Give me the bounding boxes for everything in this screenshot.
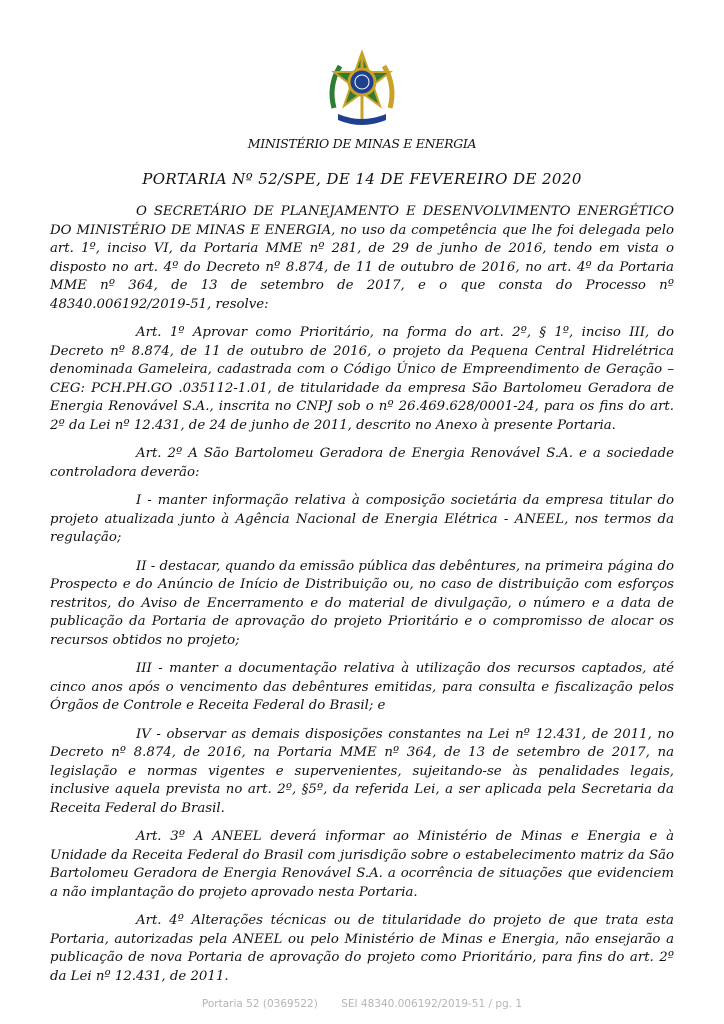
portaria-title: PORTARIA Nº 52/SPE, DE 14 DE FEVEREIRO DE 2020 <box>142 170 582 188</box>
article-3-paragraph: Art. 3º A ANEEL deverá informar ao Ministério de Minas e Energia e à Unidade da Receita Federal do Brasil com jurisdição sobre o estabelecimento matriz da São Bartolomeu Geradora de Energia Renovável S.A. a ocorrência de situações que evidenciem a não implantação do projeto aprovado nesta Portaria. <box>50 829 674 900</box>
footer-document-id: Portaria 52 (0369522) <box>201 998 318 1010</box>
article-4-paragraph: Art. 4º Alterações técnicas ou de titularidade do projeto de que trata esta Portaria, autorizadas pela ANEEL ou pelo Ministério de Minas e Energia, não ensejarão a publicação de nova Portaria de aprovação do projeto como Prioritário, para fins do art. 2º da Lei nº 12.431, de 2011. <box>50 913 674 984</box>
document-body <box>50 203 674 996</box>
article-2-paragraph: Art. 2º A São Bartolomeu Geradora de Energia Renovável S.A. e a sociedade controladora deverão: <box>50 446 674 480</box>
item-ii-paragraph: II - destacar, quando da emissão pública das debêntures, na primeira página do Prospecto e do Anúncio de Início de Distribuição ou, no caso de distribuição com esforços restritos, do Aviso de Encerramento e do material de divulgação, o número e a data de publicação da Portaria de aprovação do projeto Prioritário e o compromisso de alocar os recursos obtidos no projeto; <box>50 558 674 648</box>
brazil-coat-of-arms-icon <box>324 50 400 128</box>
footer-process-page: SEI 48340.006192/2019-51 / pg. 1 <box>341 998 523 1010</box>
page-footer <box>0 998 724 1010</box>
ministry-name: MINISTÉRIO DE MINAS E ENERGIA <box>247 136 477 151</box>
item-iii-paragraph: III - manter a documentação relativa à utilização dos recursos captados, até cinco anos após o vencimento das debêntures emitidas, para consulta e fiscalização pelos Órgãos de Controle e Receita Federal do Brasil; e <box>50 661 674 713</box>
item-iv-paragraph: IV - observar as demais disposições constantes na Lei nº 12.431, de 2011, no Decreto nº 8.874, de 2016, na Portaria MME nº 364, de 13 de setembro de 2017, na legislação e normas vigentes e supervenientes, sujeitando-se às penalidades legais, inclusive aquela prevista no art. 2º, §5º, da referida Lei, a ser aplicada pela Secretaria da Receita Federal do Brasil. <box>50 726 674 816</box>
preamble-paragraph: O SECRETÁRIO DE PLANEJAMENTO E DESENVOLVIMENTO ENERGÉTICO DO MINISTÉRIO DE MINAS E ENERGIA, no uso da competência que lhe foi delegada pelo art. 1º, inciso VI, da Portaria MME nº 281, de 29 de junho de 2016, tendo em vista o disposto no art. 4º do Decreto nº 8.874, de 11 de outubro de 2016, no art. 4º da Portaria MME nº 364, de 13 de setembro de 2017, e o que consta do Processo nº 48340.006192/2019-51, resolve: <box>50 204 674 312</box>
article-1-paragraph: Art. 1º Aprovar como Prioritário, na forma do art. 2º, § 1º, inciso III, do Decreto nº 8.874, de 11 de outubro de 2016, o projeto da Pequena Central Hidrelétrica denominada Gameleira, cadastrada com o Código Único de Empreendimento de Geração – CEG: PCH.PH.GO .035112-1.01, de titularidade da empresa São Bartolomeu Geradora de Energia Renovável S.A., inscrita no CNPJ sob o nº 26.469.628/0001-24, para os fins do art. 2º da Lei nº 12.431, de 24 de junho de 2011, descrito no Anexo à presente Portaria. <box>50 325 674 433</box>
item-i-paragraph: I - manter informação relativa à composição societária da empresa titular do projeto atualizada junto à Agência Nacional de Energia Elétrica - ANEEL, nos termos da regulação; <box>50 493 674 545</box>
